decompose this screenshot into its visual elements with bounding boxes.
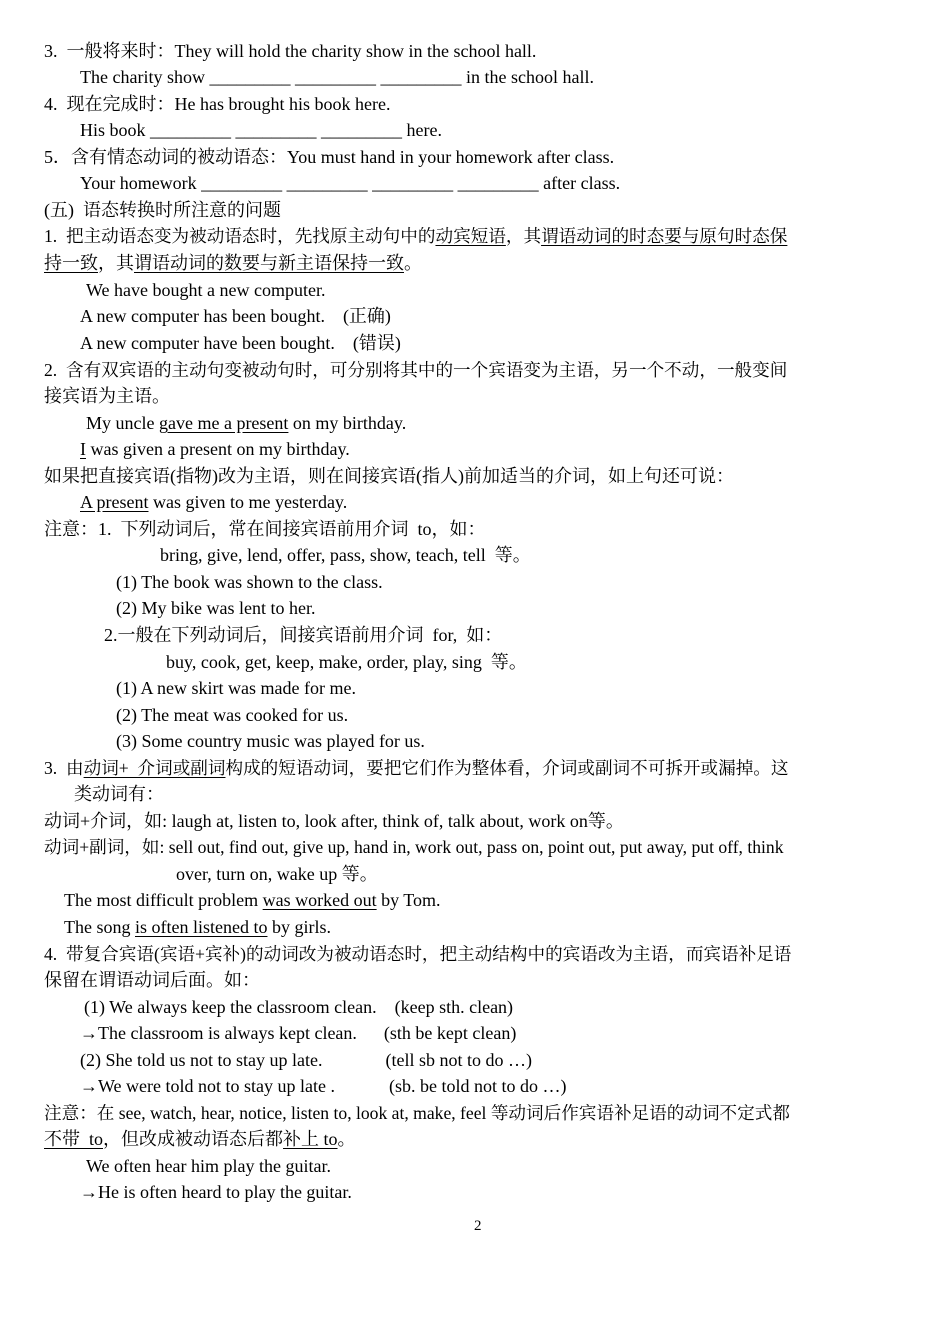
rule-1-line1: 1. 把主动语态变为被动语态时，先找原主动句中的动宾短语，其谓语动词的时态要与原句时态保: [44, 226, 788, 246]
note-1: 注意：1. 下列动词后，常在间接宾语前用介词 to，如：: [44, 519, 486, 539]
phrasal-verbs-prep: 动词+介词，如: laugh at, listen to, look after, think of, talk about, work on等。: [44, 811, 624, 831]
example-sentence: →The classroom is always kept clean. (sth be kept clean): [80, 1023, 517, 1043]
example-sentence: We often hear him play the guitar.: [86, 1156, 331, 1176]
rule-4-line2: 保留在谓语动词后面。如：: [44, 970, 260, 990]
example-sentence: We have bought a new computer.: [86, 280, 326, 300]
example-sentence: A new computer has been bought. (正确): [80, 306, 391, 326]
example-sentence: The song is often listened to by girls.: [64, 917, 331, 937]
example-sentence: I was given a present on my birthday.: [80, 439, 350, 459]
phrasal-verbs-adv: 动词+副词，如: sell out, find out, give up, hand in, work out, pass on, point out, put away, put off, think: [44, 837, 784, 857]
page-number: 2: [474, 1218, 482, 1234]
rule-4-line1: 4. 带复合宾语(宾语+宾补)的动词改为被动语态时，把主动结构中的宾语改为主语，而宾语补足语: [44, 944, 792, 964]
example-sentence: →He is often heard to play the guitar.: [80, 1182, 352, 1202]
rule-2-line2: 接宾语为主语。: [44, 386, 170, 406]
item-4-perfect: 4. 现在完成时：He has brought his book here.: [44, 94, 391, 114]
note-infinitive-line1: 注意：在 see, watch, hear, notice, listen to, look at, make, feel 等动词后作宾语补足语的动词不定式都: [44, 1103, 790, 1123]
rule-3-line1: 3. 由动词+ 介词或副词构成的短语动词，要把它们作为整体看，介词或副词不可拆开或漏掉。这: [44, 758, 789, 778]
example-sentence: (2) The meat was cooked for us.: [116, 705, 349, 725]
example-sentence: A present was given to me yesterday.: [80, 492, 348, 512]
note-infinitive-line2: 不带 to，但改成被动语态后都补上 to。: [44, 1129, 356, 1149]
phrasal-verbs-adv-cont: over, turn on, wake up 等。: [176, 864, 378, 884]
exercise-line: His book _________ _________ _________ here.: [80, 120, 442, 140]
example-sentence: (1) We always keep the classroom clean. (keep sth. clean): [84, 997, 514, 1017]
item-3-future: 3. 一般将来时：They will hold the charity show in the school hall.: [44, 41, 537, 61]
example-sentence: (3) Some country music was played for us.: [116, 731, 425, 751]
example-sentence: →We were told not to stay up late . (sb. be told not to do …): [80, 1076, 567, 1096]
rule-2-line1: 2. 含有双宾语的主动句变被动句时，可分别将其中的一个宾语变为主语，另一个不动，一般变间: [44, 360, 788, 380]
example-sentence: (2) She told us not to stay up late. (tell sb not to do …): [80, 1050, 532, 1070]
rule-1-line2: 持一致，其谓语动词的数要与新主语保持一致。: [44, 253, 422, 273]
verb-list: bring, give, lend, offer, pass, show, teach, tell 等。: [160, 545, 531, 565]
rule-3-line2: 类动词有：: [74, 784, 164, 804]
example-sentence: (2) My bike was lent to her.: [116, 598, 316, 618]
item-5-modal: 5．含有情态动词的被动语态：You must hand in your homework after class.: [44, 147, 615, 167]
exercise-line: The charity show _________ _________ _________ in the school hall.: [80, 67, 594, 87]
example-sentence: My uncle gave me a present on my birthday.: [86, 413, 407, 433]
example-sentence: A new computer have been bought. (错误): [80, 333, 401, 353]
exercise-line: Your homework _________ _________ _________ _________ after class.: [80, 173, 621, 193]
section-heading: (五) 语态转换时所注意的问题: [44, 200, 281, 220]
explanation-line: 如果把直接宾语(指物)改为主语，则在间接宾语(指人)前加适当的介词，如上句还可说：: [44, 466, 734, 486]
note-2: 2.一般在下列动词后，间接宾语前用介词 for, 如：: [104, 625, 503, 645]
verb-list: buy, cook, get, keep, make, order, play, sing 等。: [166, 652, 527, 672]
example-sentence: (1) The book was shown to the class.: [116, 572, 383, 592]
example-sentence: (1) A new skirt was made for me.: [116, 678, 356, 698]
example-sentence: The most difficult problem was worked out by Tom.: [64, 890, 441, 910]
